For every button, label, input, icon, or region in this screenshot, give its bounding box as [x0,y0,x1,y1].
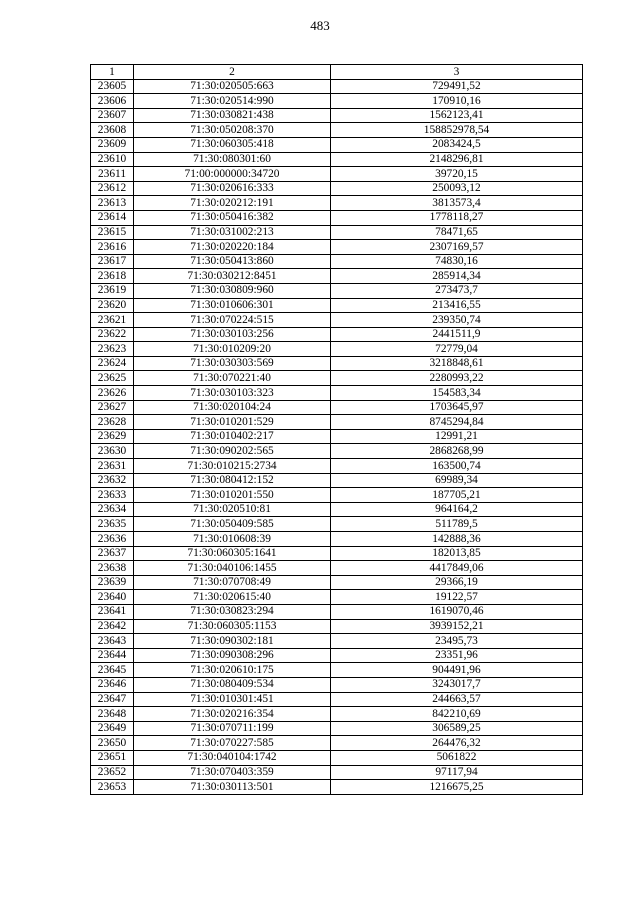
cadastral-number-cell: 71:30:020610:175 [134,663,331,678]
row-number-cell: 23608 [91,123,134,138]
cadastral-value-cell: 842210,69 [331,707,583,722]
table-row [91,590,583,605]
row-number-cell: 23620 [91,298,134,313]
row-number-cell: 23643 [91,634,134,649]
cadastral-value-cell: 182013,85 [331,546,583,561]
cadastral-value-cell: 163500,74 [331,459,583,474]
row-number-cell: 23612 [91,181,134,196]
row-number-cell: 23616 [91,240,134,255]
cadastral-value-cell: 142888,36 [331,532,583,547]
cadastral-number-cell: 71:30:060305:1153 [134,619,331,634]
row-number-cell: 23614 [91,210,134,225]
row-number-cell: 23633 [91,488,134,503]
row-number-cell: 23652 [91,765,134,780]
table-row [91,619,583,634]
cadastral-value-cell: 4417849,06 [331,561,583,576]
row-number-cell: 23621 [91,313,134,328]
row-number-cell: 23648 [91,707,134,722]
row-number-cell: 23646 [91,677,134,692]
row-number-cell: 23641 [91,604,134,619]
cadastral-value-cell: 23495,73 [331,634,583,649]
cadastral-value-cell: 264476,32 [331,736,583,751]
table-row [91,225,583,240]
table-row [91,561,583,576]
table-row [91,298,583,313]
table-row [91,692,583,707]
row-number-cell: 23606 [91,94,134,109]
cadastral-number-cell: 71:30:020212:191 [134,196,331,211]
cadastral-number-cell: 71:30:020505:663 [134,79,331,94]
table-row [91,459,583,474]
table-row [91,444,583,459]
row-number-cell: 23630 [91,444,134,459]
cadastral-value-cell: 1562123,41 [331,108,583,123]
cadastral-value-table [90,64,583,795]
cadastral-number-cell: 71:30:090202:565 [134,444,331,459]
row-number-cell: 23629 [91,429,134,444]
cadastral-number-cell: 71:30:020216:354 [134,707,331,722]
row-number-cell: 23618 [91,269,134,284]
table-row [91,648,583,663]
cadastral-number-cell: 71:30:070224:515 [134,313,331,328]
cadastral-value-cell: 3243017,7 [331,677,583,692]
cadastral-number-cell: 71:30:050416:382 [134,210,331,225]
cadastral-number-cell: 71:30:070227:585 [134,736,331,751]
cadastral-number-cell: 71:30:010215:2734 [134,459,331,474]
cadastral-value-cell: 213416,55 [331,298,583,313]
table-row [91,780,583,795]
cadastral-value-cell: 2441511,9 [331,327,583,342]
cadastral-value-cell: 158852978,54 [331,123,583,138]
table-row [91,254,583,269]
cadastral-number-cell: 71:30:020104:24 [134,400,331,415]
cadastral-value-cell: 74830,16 [331,254,583,269]
table-row [91,677,583,692]
table-row [91,167,583,182]
cadastral-value-cell: 273473,7 [331,283,583,298]
row-number-cell: 23619 [91,283,134,298]
table-row [91,240,583,255]
cadastral-number-cell: 71:30:031002:213 [134,225,331,240]
table-row [91,663,583,678]
cadastral-number-cell: 71:30:020514:990 [134,94,331,109]
table-row [91,488,583,503]
table-row [91,327,583,342]
table-row [91,634,583,649]
table-row [91,765,583,780]
cadastral-value-cell: 2307169,57 [331,240,583,255]
cadastral-value-cell: 170910,16 [331,94,583,109]
row-number-cell: 23628 [91,415,134,430]
cadastral-number-cell: 71:30:070221:40 [134,371,331,386]
row-number-cell: 23607 [91,108,134,123]
table-row [91,108,583,123]
cadastral-value-cell: 239350,74 [331,313,583,328]
table-row [91,313,583,328]
cadastral-number-cell: 71:30:020616:333 [134,181,331,196]
cadastral-value-cell: 306589,25 [331,721,583,736]
table-row [91,386,583,401]
table-row [91,371,583,386]
column-header-1: 1 [91,65,134,80]
table-row [91,210,583,225]
cadastral-number-cell: 71:30:030809:960 [134,283,331,298]
cadastral-number-cell: 71:30:030212:8451 [134,269,331,284]
table-row [91,750,583,765]
table-row [91,137,583,152]
cadastral-value-cell: 1778118,27 [331,210,583,225]
cadastral-value-cell: 78471,65 [331,225,583,240]
row-number-cell: 23626 [91,386,134,401]
table-row [91,473,583,488]
cadastral-value-cell: 72779,04 [331,342,583,357]
cadastral-number-cell: 71:30:090308:296 [134,648,331,663]
cadastral-number-cell: 71:30:090302:181 [134,634,331,649]
row-number-cell: 23638 [91,561,134,576]
table-row [91,707,583,722]
table-row [91,532,583,547]
cadastral-value-cell: 187705,21 [331,488,583,503]
cadastral-number-cell: 71:30:040104:1742 [134,750,331,765]
row-number-cell: 23625 [91,371,134,386]
table-row [91,736,583,751]
cadastral-value-cell: 964164,2 [331,502,583,517]
cadastral-number-cell: 71:30:080412:152 [134,473,331,488]
row-number-cell: 23624 [91,356,134,371]
row-number-cell: 23623 [91,342,134,357]
cadastral-value-cell: 2148296,81 [331,152,583,167]
cadastral-number-cell: 71:30:020510:81 [134,502,331,517]
table-row [91,517,583,532]
table-row [91,415,583,430]
cadastral-number-cell: 71:30:020615:40 [134,590,331,605]
table-row [91,502,583,517]
cadastral-value-cell: 2868268,99 [331,444,583,459]
cadastral-number-cell: 71:30:010201:550 [134,488,331,503]
row-number-cell: 23634 [91,502,134,517]
cadastral-value-cell: 1216675,25 [331,780,583,795]
row-number-cell: 23651 [91,750,134,765]
row-number-cell: 23611 [91,167,134,182]
cadastral-value-cell: 244663,57 [331,692,583,707]
row-number-cell: 23627 [91,400,134,415]
cadastral-number-cell: 71:30:010201:529 [134,415,331,430]
cadastral-value-cell: 3939152,21 [331,619,583,634]
table-row [91,721,583,736]
cadastral-value-cell: 3813573,4 [331,196,583,211]
cadastral-value-cell: 3218848,61 [331,356,583,371]
cadastral-value-cell: 1703645,97 [331,400,583,415]
row-number-cell: 23650 [91,736,134,751]
column-header-2: 2 [134,65,331,80]
cadastral-value-cell: 39720,15 [331,167,583,182]
row-number-cell: 23637 [91,546,134,561]
row-number-cell: 23622 [91,327,134,342]
cadastral-number-cell: 71:30:050413:860 [134,254,331,269]
row-number-cell: 23632 [91,473,134,488]
cadastral-value-cell: 69989,34 [331,473,583,488]
cadastral-value-cell: 1619070,46 [331,604,583,619]
table-row [91,342,583,357]
table-row [91,196,583,211]
cadastral-number-cell: 71:30:010402:217 [134,429,331,444]
cadastral-number-cell: 71:30:010209:20 [134,342,331,357]
row-number-cell: 23617 [91,254,134,269]
cadastral-number-cell: 71:30:030113:501 [134,780,331,795]
row-number-cell: 23642 [91,619,134,634]
row-number-cell: 23647 [91,692,134,707]
table-row [91,181,583,196]
cadastral-value-cell: 8745294,84 [331,415,583,430]
cadastral-number-cell: 71:30:030303:569 [134,356,331,371]
table-row [91,429,583,444]
cadastral-value-cell: 29366,19 [331,575,583,590]
cadastral-value-cell: 97117,94 [331,765,583,780]
row-number-cell: 23609 [91,137,134,152]
table-row [91,283,583,298]
cadastral-value-cell: 154583,34 [331,386,583,401]
cadastral-number-cell: 71:30:030821:438 [134,108,331,123]
table-row [91,575,583,590]
cadastral-number-cell: 71:30:010608:39 [134,532,331,547]
cadastral-value-cell: 12991,21 [331,429,583,444]
cadastral-number-cell: 71:30:040106:1455 [134,561,331,576]
cadastral-number-cell: 71:30:030103:323 [134,386,331,401]
row-number-cell: 23644 [91,648,134,663]
cadastral-value-cell: 285914,34 [331,269,583,284]
cadastral-number-cell: 71:30:020220:184 [134,240,331,255]
cadastral-value-cell: 2280993,22 [331,371,583,386]
cadastral-number-cell: 71:30:080301:60 [134,152,331,167]
cadastral-value-cell: 729491,52 [331,79,583,94]
cadastral-number-cell: 71:30:010606:301 [134,298,331,313]
row-number-cell: 23605 [91,79,134,94]
row-number-cell: 23639 [91,575,134,590]
column-header-3: 3 [331,65,583,80]
cadastral-value-cell: 250093,12 [331,181,583,196]
table-row [91,400,583,415]
cadastral-number-cell: 71:30:070708:49 [134,575,331,590]
table-row [91,356,583,371]
cadastral-value-cell: 5061822 [331,750,583,765]
cadastral-number-cell: 71:30:070403:359 [134,765,331,780]
page-number: 483 [310,18,330,33]
cadastral-number-cell: 71:30:060305:1641 [134,546,331,561]
row-number-cell: 23640 [91,590,134,605]
cadastral-number-cell: 71:30:060305:418 [134,137,331,152]
cadastral-number-cell: 71:30:030103:256 [134,327,331,342]
cadastral-number-cell: 71:30:050409:585 [134,517,331,532]
row-number-cell: 23636 [91,532,134,547]
row-number-cell: 23631 [91,459,134,474]
table-row [91,79,583,94]
row-number-cell: 23615 [91,225,134,240]
cadastral-value-cell: 511789,5 [331,517,583,532]
table-body [91,79,583,794]
cadastral-value-cell: 904491,96 [331,663,583,678]
cadastral-number-cell: 71:30:010301:451 [134,692,331,707]
table-row [91,546,583,561]
cadastral-value-cell: 19122,57 [331,590,583,605]
table-row [91,604,583,619]
row-number-cell: 23613 [91,196,134,211]
row-number-cell: 23645 [91,663,134,678]
row-number-cell: 23610 [91,152,134,167]
cadastral-value-cell: 2083424,5 [331,137,583,152]
row-number-cell: 23653 [91,780,134,795]
cadastral-number-cell: 71:30:050208:370 [134,123,331,138]
cadastral-number-cell: 71:30:070711:199 [134,721,331,736]
cadastral-number-cell: 71:30:080409:534 [134,677,331,692]
table-row [91,152,583,167]
row-number-cell: 23649 [91,721,134,736]
cadastral-value-cell: 23351,96 [331,648,583,663]
table-row [91,123,583,138]
table-row [91,94,583,109]
cadastral-number-cell: 71:30:030823:294 [134,604,331,619]
row-number-cell: 23635 [91,517,134,532]
table-header-row [91,65,583,80]
cadastral-number-cell: 71:00:000000:34720 [134,167,331,182]
table-row [91,269,583,284]
